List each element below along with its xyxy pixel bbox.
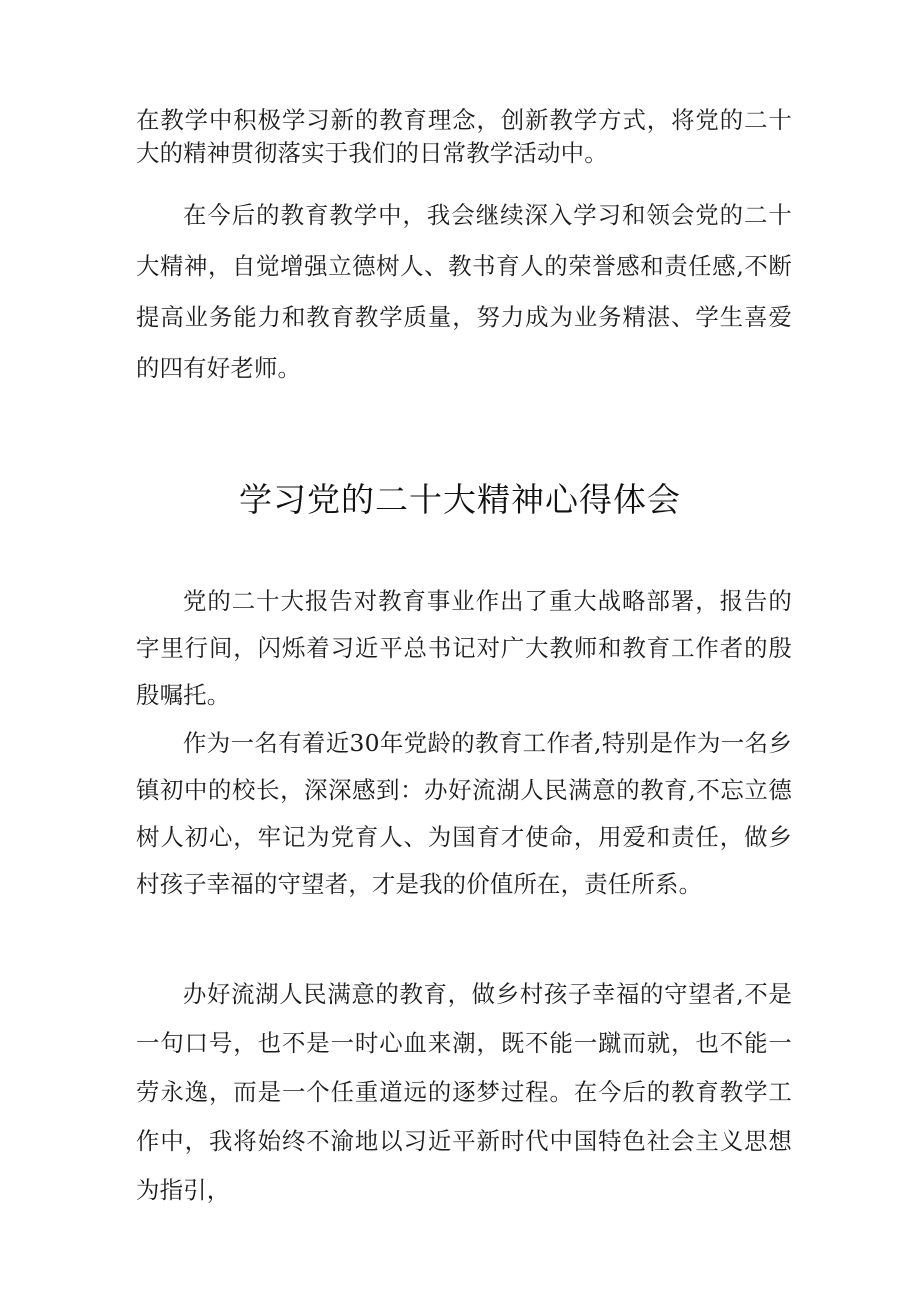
section-paragraph-2: 作为一名有着近30年党龄的教育工作者,特别是作为一名乡镇初中的校长，深深感到：办好流湖人民满意的教育,不忘立德树人初心，牢记为党育人、为国育才使命，用爱和责任，做乡村孩子幸福的守望者，才是我的价值所在，责任所系。 [136,729,792,898]
section-paragraph-1: 党的二十大报告对教育事业作出了重大战略部署，报告的字里行间，闪烁着习近平总书记对广大教师和教育工作者的殷殷嘱托。 [136,587,792,709]
section-paragraph-3: 办好流湖人民满意的教育，做乡村孩子幸福的守望者,不是一句口号，也不是一时心血来潮，既不能一蹴而就，也不能一劳永逸，而是一个任重道远的逐梦过程。在今后的教育教学工作中，我将始终不渝地以习近平新时代中国特色社会主义思想为指引， [136,980,792,1204]
summary-paragraph: 在今后的教育教学中，我会继续深入学习和领会党的二十大精神，自觉增强立德树人、教书育人的荣誉感和责任感,不断提高业务能力和教育教学质量，努力成为业务精湛、学生喜爱的四有好老师。 [136,201,792,382]
intro-paragraph: 在教学中积极学习新的教育理念，创新教学方式，将党的二十大的精神贯彻落实于我们的日常教学活动中。 [136,106,792,167]
section-title: 学习党的二十大精神心得体会 [239,480,681,519]
